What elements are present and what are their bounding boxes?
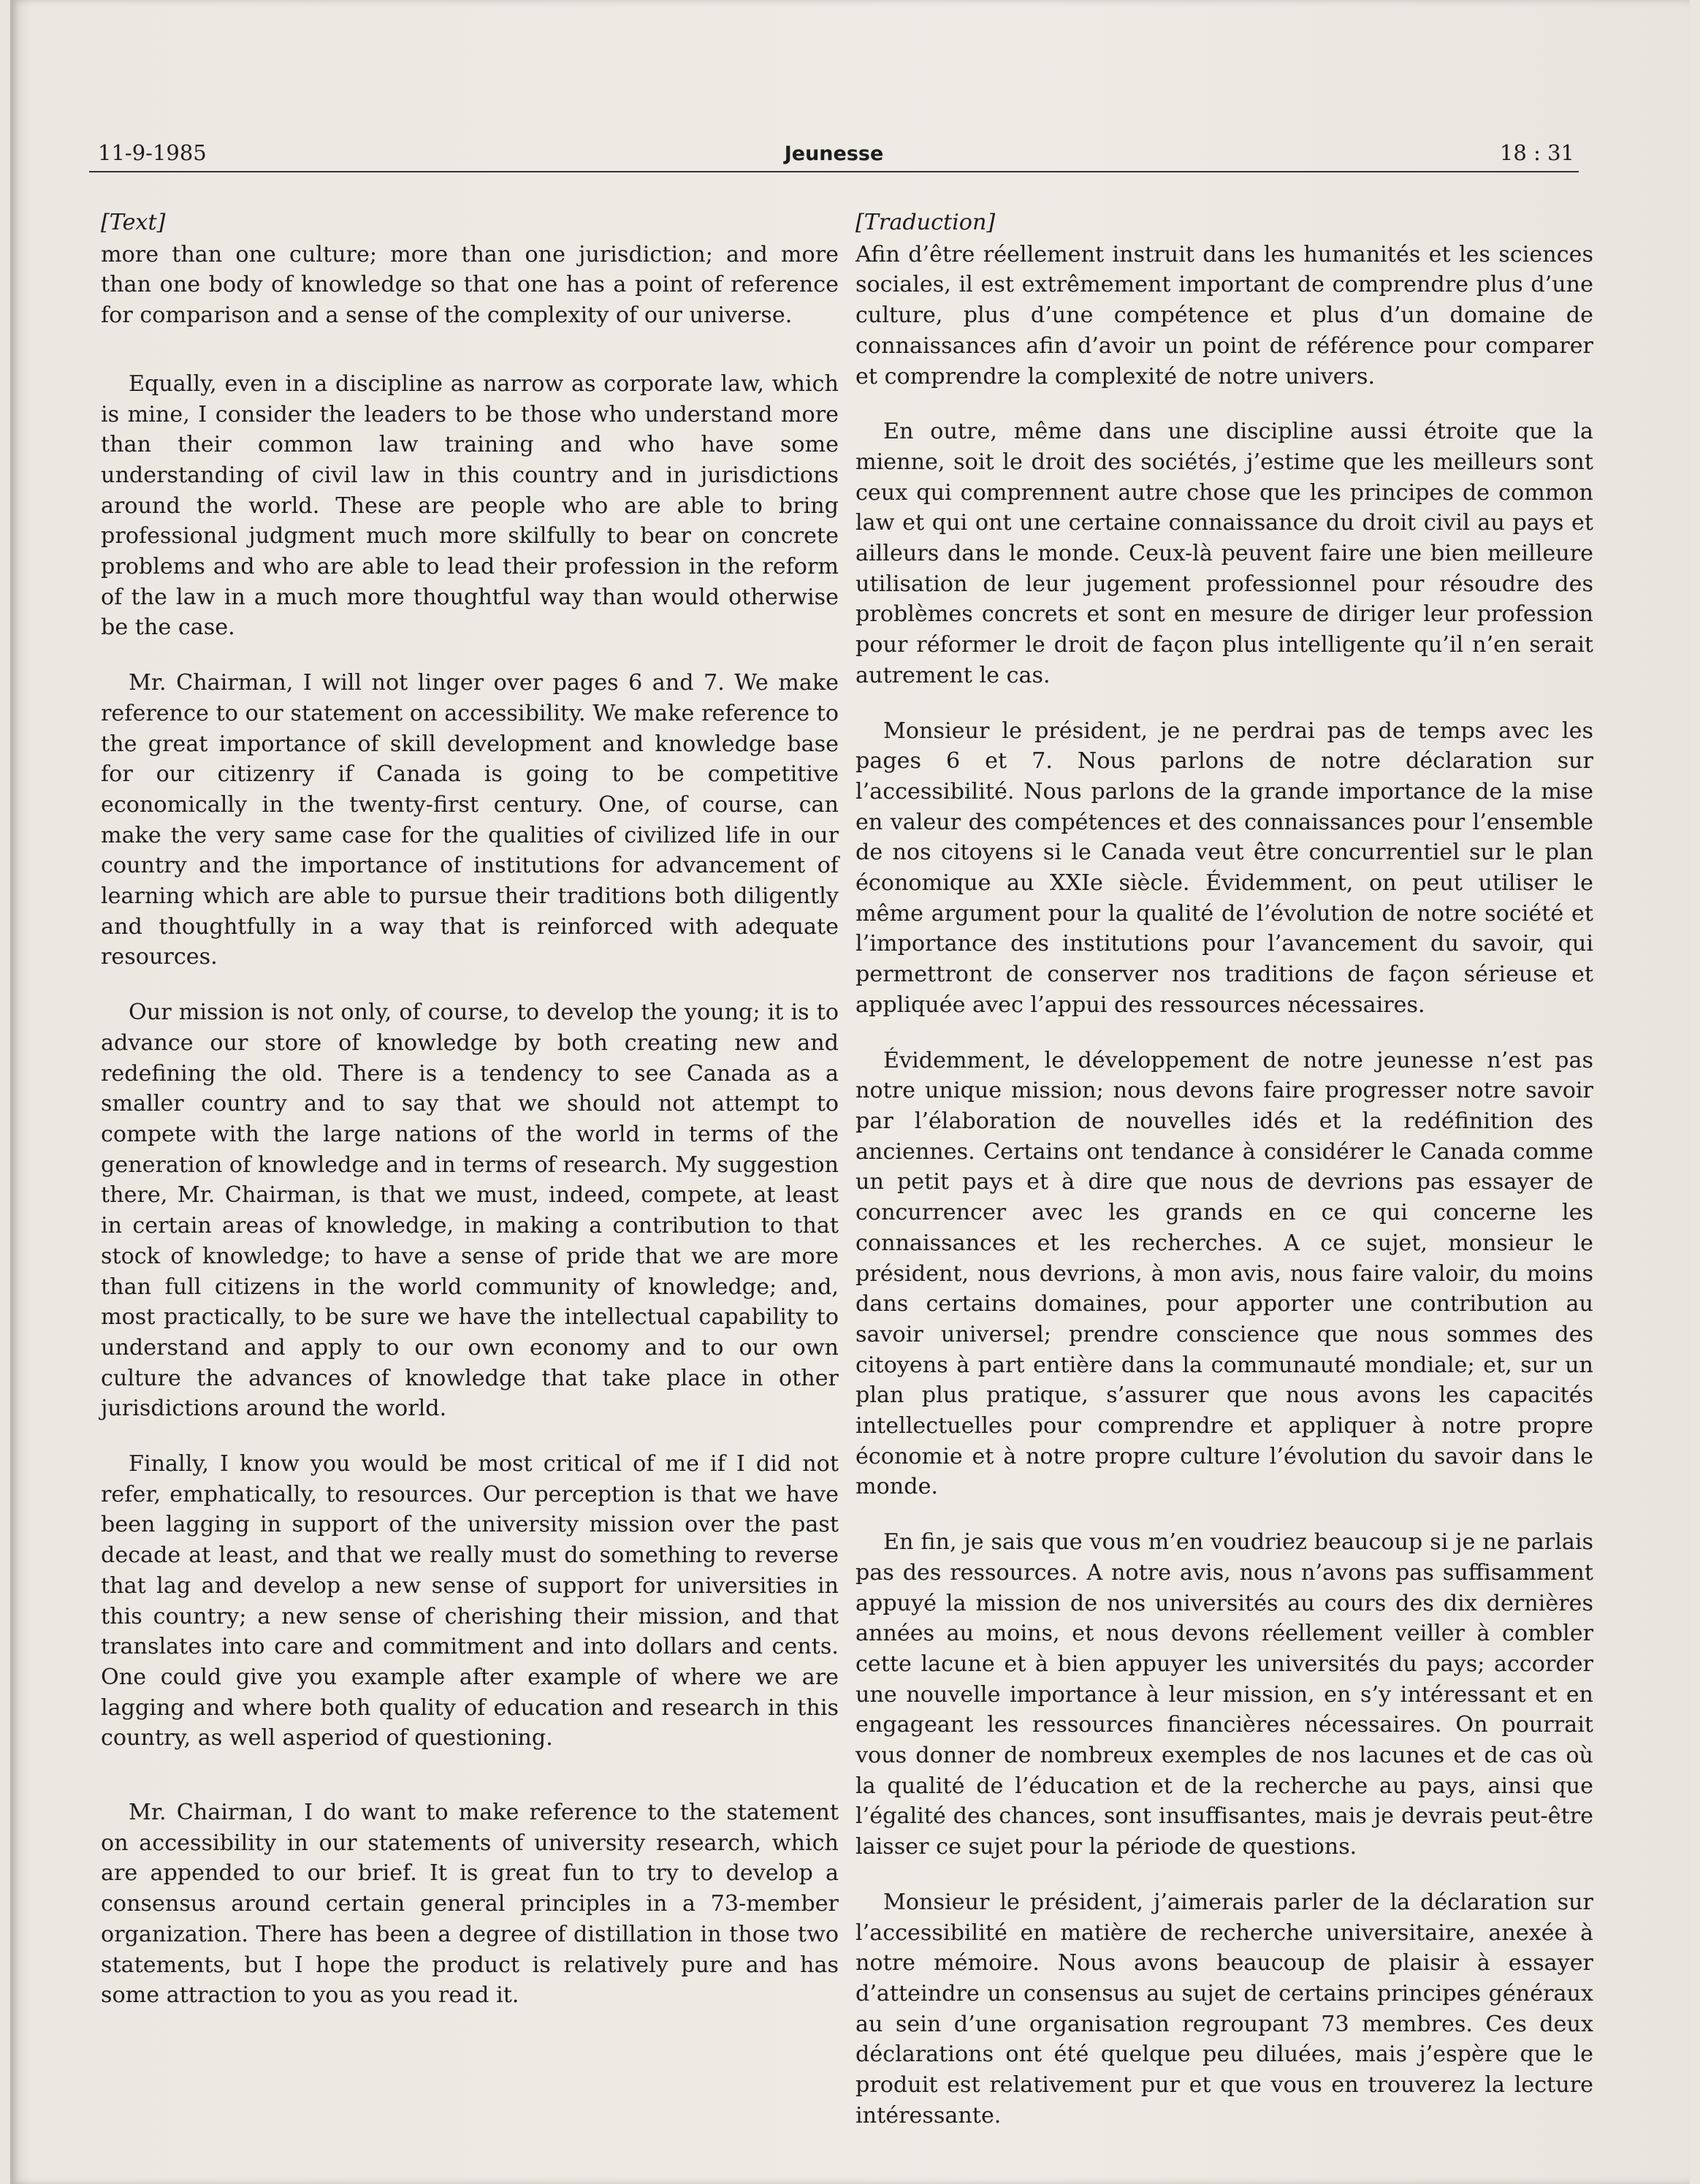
- paragraph: Afin d’être réellement instruit dans les humanités et les sciences sociales, il est extrêmement important de comprendre plus d’une culture, plus d’une compétence et plus d’un domaine de connaissances afin d’avoir un point de référence pour comparer et comprendre la complexité de notre univers.: [855, 241, 1593, 389]
- english-column: [101, 208, 839, 2036]
- paragraph: Monsieur le président, je ne perdrai pas de temps avec les pages 6 et 7. Nous parlons de notre déclaration sur l’accessibilité. Nous parlons de la grande importance de la mise en valeur des compétences et des connaissances pour l’ensemble de nos citoyens si le Canada veut être concurrentiel sur le plan économique au XXIe siècle. Évidemment, on peut utiliser le même argument pour la qualité de l’évolution de notre société et l’importance des institutions pour l’avancement du savoir, qui permettront de conserver nos traditions de façon sérieuse et appliquée avec l’appui des ressources nécessaires.: [855, 718, 1593, 1018]
- paragraph: more than one culture; more than one jurisdiction; and more than one body of knowledge so that one has a point of reference for comparison and a sense of the complexity of our universe.: [101, 241, 839, 329]
- page-header: [89, 136, 1579, 172]
- paragraph: En fin, je sais que vous m’en voudriez beaucoup si je ne parlais pas des ressources. A notre avis, nous n’avons pas suffisamment appuyé la mission de nos universités au cours des dix dernières années au moins, et nous devons réellement veiller à combler cette lacune et à bien appuyer les universités du pays; accorder une nouvelle importance à leur mission, en s’y intéressant et en engageant les ressources financières nécessaires. On pourrait vous donner de nombreux exemples de nos lacunes et de cas où la qualité de l’éducation et de la recherche au pays, ainsi que l’égalité des chances, sont insuffisantes, mais je devrais peut-être laisser ce sujet pour la période de questions.: [855, 1529, 1593, 1860]
- paragraph: Equally, even in a discipline as narrow as corporate law, which is mine, I consider the leaders to be those who understand more than their common law training and who have some understanding of civil law in this country and in jurisdictions around the world. These are people who are able to bring professional judgment much more skilfully to bear on concrete problems and who are able to lead their profession in the reform of the law in a much more thoughtful way than would otherwise be the case.: [101, 370, 839, 641]
- paragraph: Mr. Chairman, I will not linger over pages 6 and 7. We make reference to our statement on accessibility. We make reference to the great importance of skill development and knowledge base for our citizenry if Canada is going to be competitive economically in the twenty-first century. One, of course, can make the very same case for the qualities of civilized life in our country and the importance of institutions for advancement of learning which are able to pursue their traditions both diligently and thoughtfully in a way that is reinforced with adequate resources.: [101, 670, 839, 970]
- french-column: [855, 208, 1593, 2156]
- paragraph: Monsieur le président, j’aimerais parler de la déclaration sur l’accessibilité en matière de recherche universitaire, anexée à notre mémoire. Nous avons beaucoup de plaisir à essayer d’atteindre un consensus au sujet de certains principes généraux au sein d’une organisation regroupant 73 membres. Ces deux déclarations ont été quelque peu diluées, mais j’espère que le produit est relativement pur et que vous en trouverez la lecture intéressante.: [855, 1889, 1593, 2128]
- paragraph: Évidemment, le développement de notre jeunesse n’est pas notre unique mission; nous devons faire progresser notre savoir par l’élaboration de nouvelles idés et la redéfinition des anciennes. Certains ont tendance à considérer le Canada comme un petit pays et à dire que nous de devrions pas essayer de concurrencer avec les grands en ce qui concerne les connaissances et les recherches. A ce sujet, monsieur le président, nous devrions, à mon avis, nous faire valoir, du moins dans certains domaines, pour apporter une contribution au savoir universel; prendre conscience que nous sommes des citoyens à part entière dans la communauté mondiale; et, sur un plan plus pratique, s’assurer que nous avons les capacités intellectuelles pour comprendre et appliquer à notre propre économie et à notre propre culture l’évolution du savoir dans le monde.: [855, 1047, 1593, 1500]
- paragraph: Mr. Chairman, I do want to make reference to the statement on accessibility in our statements of university research, which are appended to our brief. It is great fun to try to develop a consensus around certain general principles in a 73-member organization. There has been a degree of distillation in those two statements, but I hope the product is relatively pure and has some attraction to you as you read it.: [101, 1800, 839, 2009]
- document-page: [10, 0, 1690, 2184]
- paragraph: En outre, même dans une discipline aussi étroite que la mienne, soit le droit des sociétés, j’estime que les meilleurs sont ceux qui comprennent autre chose que les principes de common law et qui ont une certaine connaissance du droit civil au pays et ailleurs dans le monde. Ceux-là peuvent faire une bien meilleure utilisation de leur jugement professionnel pour résoudre des problèmes concrets et sont en mesure de diriger leur profession pour réformer le droit de façon plus intelligente qu’il n’en serait autrement le cas.: [855, 419, 1593, 688]
- column-label-traduction: [Traduction]: [855, 210, 996, 235]
- column-label-text: [Text]: [101, 210, 166, 235]
- header-date: 11-9-1985: [98, 140, 207, 165]
- paragraph: Finally, I know you would be most critical of me if I did not refer, emphatically, to resources. Our perception is that we have been lagging in support of the university mission over the past decade at least, and that we really must do something to reverse that lag and develop a new sense of support for universities in this country; a new sense of cherishing their mission, and that translates into care and commitment and into dollars and cents. One could give you example after example of where we are lagging and where both quality of education and research in this country, as well asperiod of questioning.: [101, 1451, 839, 1751]
- header-title: Jeunesse: [784, 142, 884, 165]
- paragraph: Our mission is not only, of course, to develop the young; it is to advance our store of knowledge by both creating new and redefining the old. There is a tendency to see Canada as a smaller country and to say that we should not attempt to compete with the large nations of the world in terms of the generation of knowledge and in terms of research. My suggestion there, Mr. Chairman, is that we must, indeed, compete, at least in certain areas of knowledge, in making a contribution to that stock of knowledge; to have a sense of pride that we are more than full citizens in the world community of knowledge; and, most practically, to be sure we have the intellectual capability to understand and apply to our own economy and to our own culture the advances of knowledge that take place in other jurisdictions around the world.: [101, 1000, 839, 1422]
- header-page-number: 18 : 31: [1499, 140, 1574, 165]
